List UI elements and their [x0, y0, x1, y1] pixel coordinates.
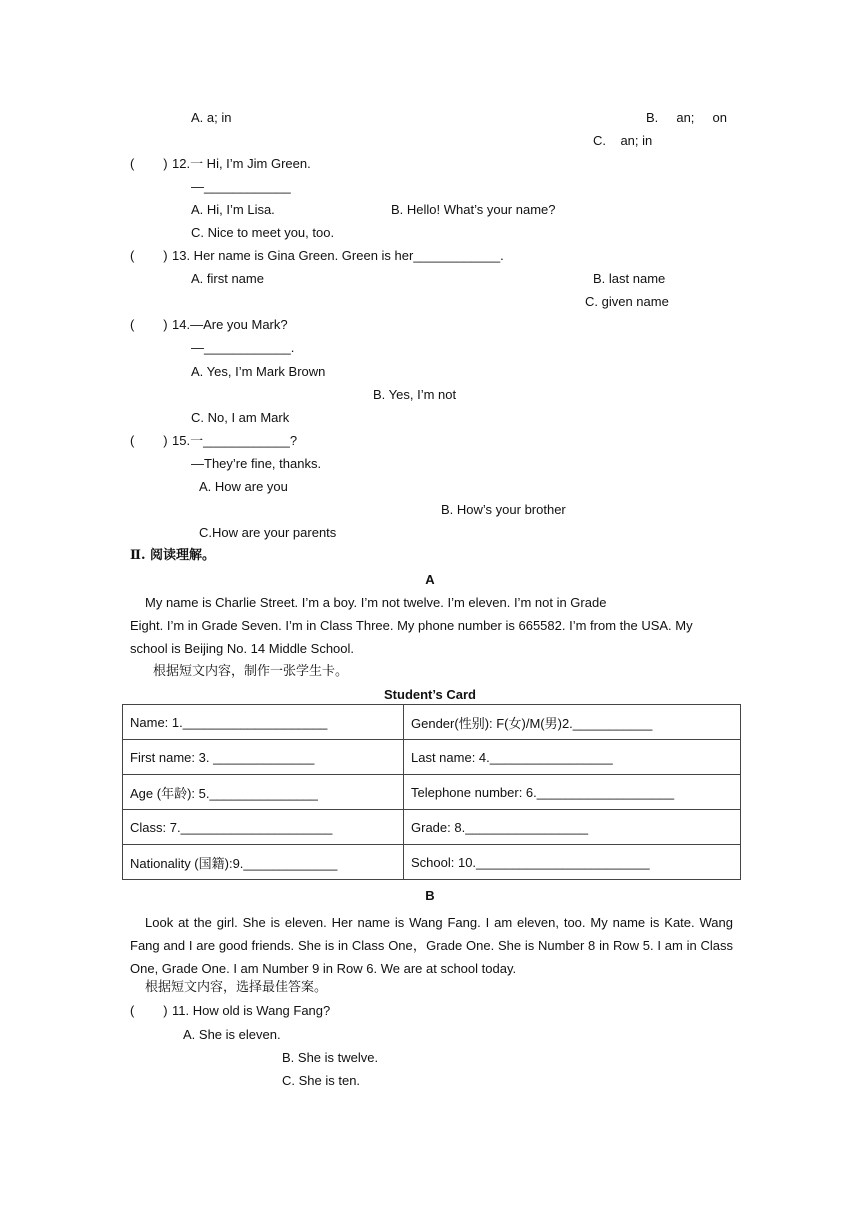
card-cell-grade: Grade: 8._________________	[404, 810, 741, 845]
card-cell-last-name: Last name: 4._________________	[404, 740, 741, 775]
q11-option-a: A. a; in	[191, 110, 232, 125]
passage-b-title: B	[425, 888, 435, 903]
q12-answer-blank: —____________	[191, 179, 291, 194]
q11b-option-b: B. She is twelve.	[282, 1050, 379, 1065]
q14-option-c: C. No, I am Mark	[191, 410, 290, 425]
card-row	[123, 705, 741, 740]
q15-answer-paren: ( )	[130, 433, 168, 448]
q15-stem: 15.一____________?	[172, 433, 298, 448]
q14-option-b: B. Yes, I’m not	[373, 387, 457, 402]
card-row	[123, 775, 741, 810]
card-cell-age: Age (年龄): 5._______________	[123, 775, 404, 810]
q14-stem: 14.—Are you Mark?	[172, 317, 288, 332]
q11b-answer-paren: ( )	[130, 1003, 168, 1018]
card-cell-nationality: Nationality (国籍):9._____________	[123, 845, 404, 880]
card-row	[123, 845, 741, 880]
q12-option-b: B. Hello! What’s your name?	[391, 202, 556, 217]
passage-a-line-1: My name is Charlie Street. I’m a boy. I’m not twelve. I’m eleven. I’m not in Grade	[145, 595, 607, 610]
card-cell-telephone: Telephone number: 6.___________________	[404, 775, 741, 810]
q13-option-b: B. last name	[593, 271, 666, 286]
passage-b-instruction: 根据短文内容，选择最佳答案。	[145, 980, 328, 995]
q11b-option-c: C. She is ten.	[282, 1073, 361, 1088]
section-heading: Ⅱ. 阅读理解。	[130, 548, 216, 563]
passage-a-line-2: Eight. I’m in Grade Seven. I’m in Class Three. My phone number is 665582. I’m from the USA. My	[130, 618, 693, 633]
passage-a-line-3: school is Beijing No. 14 Middle School.	[130, 641, 355, 656]
card-row	[123, 740, 741, 775]
card-row	[123, 810, 741, 845]
q12-option-a: A. Hi, I’m Lisa.	[191, 202, 275, 217]
q11b-stem: 11. How old is Wang Fang?	[172, 1003, 331, 1018]
card-cell-first-name: First name: 3. ______________	[123, 740, 404, 775]
q15-option-c: C.How are your parents	[199, 525, 337, 540]
q13-option-c: C. given name	[585, 294, 669, 309]
card-cell-gender: Gender(性别): F(女)/M(男)2.___________	[404, 705, 741, 740]
q13-answer-paren: ( )	[130, 248, 168, 263]
q14-option-a: A. Yes, I’m Mark Brown	[191, 364, 326, 379]
q11-option-c: C. an; in	[593, 133, 653, 148]
card-cell-class: Class: 7._____________________	[123, 810, 404, 845]
passage-a-title: A	[425, 572, 435, 587]
q12-stem: 12.一 Hi, I’m Jim Green.	[172, 156, 311, 171]
card-title: Student’s Card	[384, 687, 476, 702]
q13-option-a: A. first name	[191, 271, 264, 286]
q14-answer-blank: —____________.	[191, 340, 295, 355]
q13-stem: 13. Her name is Gina Green. Green is her____________.	[172, 248, 504, 263]
card-cell-school: School: 10.________________________	[404, 845, 741, 880]
q15-option-a: A. How are you	[199, 479, 288, 494]
passage-b-text: Look at the girl. She is eleven. Her name is Wang Fang. I am eleven, too. My name is Kate. Wang Fang and I are good friends. She is in Class One，Grade One. She is Number 8 in Row 5. I am in Class One, Grade One. I am Number 9 in Row 6. We are at school today.	[130, 915, 733, 976]
student-card-table	[122, 704, 741, 880]
q11-option-b: B. an; on	[646, 110, 727, 125]
q15-option-b: B. How’s your brother	[441, 502, 566, 517]
q14-answer-paren: ( )	[130, 317, 168, 332]
q11b-option-a: A. She is eleven.	[183, 1027, 281, 1042]
q12-option-c: C. Nice to meet you, too.	[191, 225, 335, 240]
passage-a-instruction: 根据短文内容，制作一张学生卡。	[153, 664, 349, 679]
card-cell-name: Name: 1.____________________	[123, 705, 404, 740]
q15-answer-line: —They’re fine, thanks.	[191, 456, 322, 471]
q12-answer-paren: ( )	[130, 156, 168, 171]
